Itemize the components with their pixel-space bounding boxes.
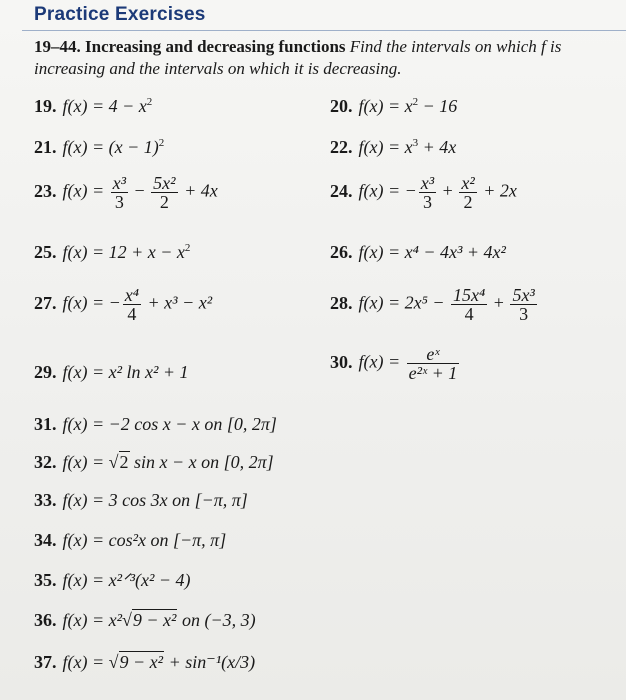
exercise-34: 34. f(x) = cos²x on [−π, π]: [34, 530, 227, 550]
instructions-text: Find the intervals on which f is increasing and the intervals on which it is decreasing.: [34, 37, 562, 78]
exercise-23: 23. f(x) = $\frac{\text{x³}}{3}$ − $\frac{\text{5x²}}{2}$ + 4x: [34, 173, 218, 212]
exercise-32: 32. f(x) = √2 sin x − x on [0, 2π]: [34, 452, 274, 472]
fraction: $\frac{\text{5x²}}{2}$: [153, 173, 176, 212]
exercise-35: 35. f(x) = x²ᐟ³(x² − 4): [34, 570, 191, 590]
fraction: $\frac{\text{5x³}}{3}$: [512, 285, 535, 324]
exercise-24: 24. f(x) = − $\frac{\text{x³}}{3}$ + $\frac{\text{x²}}{2}$ + 2x: [330, 173, 517, 212]
exercise-20: 20. $f(x) = x^2 - 16$: [330, 96, 458, 116]
square-root: √9 − x²: [108, 652, 164, 672]
square-root: √9 − x²: [122, 610, 177, 630]
exercise-33: 33. f(x) = 3 cos 3x on [−π, π]: [34, 490, 248, 510]
exercise-28: 28. f(x) = 2x⁵ − $\frac{\text{15x⁴}}{4}$ + $\frac{\text{5x³}}{3}$: [330, 285, 535, 324]
fraction: $\frac{\text{x³}}{3}$: [420, 173, 435, 212]
exercise-31: 31. f(x) = −2 cos x − x on [0, 2π]: [34, 414, 277, 434]
instructions: [34, 36, 614, 80]
fraction: $\frac{\text{15x⁴}}{4}$: [453, 285, 486, 324]
instructions-bold: 19–44. Increasing and decreasing functions: [34, 37, 346, 56]
exercise-21: 21. $f(x) = (x - 1)^2$: [34, 137, 165, 157]
exercise-36: 36. f(x) = x²√9 − x² on (−3, 3): [34, 610, 256, 630]
exercise-26: 26. f(x) = x⁴ − 4x³ + 4x²: [330, 242, 506, 262]
exercise-37: 37. f(x) = √9 − x² + sin⁻¹(x/3): [34, 652, 256, 672]
exercise-19: 19. $f(x) = 4 - x^2$: [34, 96, 153, 116]
exercise-25: 25. $f(x) = 12 + x - x^2$: [34, 242, 191, 262]
fraction: $\frac{\text{eˣ}}{\text{e²ˣ + 1}}$: [408, 344, 458, 383]
exercise-22: 22. $f(x) = x^3 + 4x$: [330, 137, 457, 157]
section-heading: Practice Exercises: [34, 4, 206, 25]
heading-rule: [22, 30, 626, 31]
exercise-27: 27. f(x) = − $\frac{\text{x⁴}}{4}$ + x³ − x²: [34, 285, 213, 324]
square-root: √2: [108, 452, 129, 472]
fraction: $\frac{\text{x⁴}}{4}$: [124, 285, 140, 324]
exercise-30: 30. f(x) = $\frac{\text{eˣ}}{\text{e²ˣ + 1}}$: [330, 344, 458, 383]
fraction: $\frac{\text{x³}}{3}$: [112, 173, 127, 212]
fraction: $\frac{\text{x²}}{2}$: [461, 173, 475, 212]
exercise-29: 29. f(x) = x² ln x² + 1: [34, 362, 189, 382]
